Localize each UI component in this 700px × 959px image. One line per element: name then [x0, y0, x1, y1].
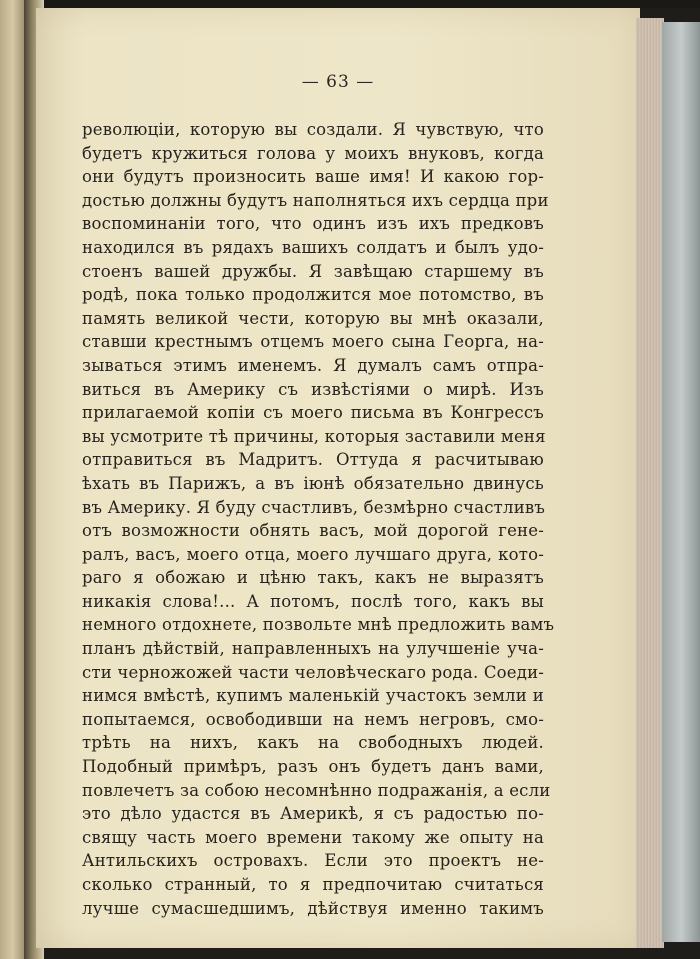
- text-line: Антильскихъ островахъ. Если это проектъ не-: [82, 851, 544, 871]
- text-line: сти черножожей части человѣческаго рода. Соеди-: [82, 662, 545, 682]
- text-line: будетъ кружиться голова у моихъ внуковъ, когда: [82, 143, 544, 163]
- text-line: немного отдохнете, позвольте мнѣ предложить вамъ: [82, 615, 555, 635]
- text-line: ѣхать въ Парижъ, а въ іюнѣ обязательно двинусь: [82, 473, 544, 493]
- page-number: — 63 —: [301, 72, 375, 92]
- text-line: сколько странный, то я предпочитаю считаться: [82, 875, 544, 894]
- page-text: [82, 118, 555, 920]
- text-line: планъ дѣйствій, направленныхъ на улучшеніе уча-: [82, 639, 544, 659]
- text-line: стоенъ вашей дружбы. Я завѣщаю старшему въ: [82, 261, 544, 281]
- text-line: раго я обожаю и цѣню такъ, какъ не выразятъ: [82, 568, 544, 588]
- text-line: зываться этимъ именемъ. Я думалъ самъ отпра-: [82, 355, 544, 375]
- text-line: родѣ, пока только продолжится мое потомство, въ: [82, 285, 544, 305]
- text-line: вы усмотрите тѣ причины, которыя заставили меня: [82, 426, 546, 446]
- text-line: попытаемся, освободивши на немъ негровъ, смо-: [82, 709, 544, 729]
- text-line: ставши крестнымъ отцемъ моего сына Георга, на-: [82, 332, 544, 352]
- text-line: трѣть на нихъ, какъ на свободныхъ людей.: [82, 733, 544, 753]
- text-line: повлечетъ за собою несомнѣнно подражанія, а если: [82, 780, 551, 800]
- text-line: это дѣло удастся въ Америкѣ, я съ радостью по-: [82, 804, 544, 824]
- text-line: свящу часть моего времени такому же опыту на: [82, 827, 544, 847]
- text-line: воспоминаніи того, что одинъ изъ ихъ предковъ: [82, 214, 544, 234]
- text-line: революціи, которую вы создали. Я чувствую, что: [82, 120, 544, 139]
- text-line: они будутъ произносить ваше имя! И какою гор-: [82, 167, 544, 187]
- background-top: [0, 0, 700, 8]
- book-cover-edge: [662, 22, 700, 942]
- page-edges: [636, 18, 664, 948]
- text-line: находился въ рядахъ вашихъ солдатъ и былъ удо-: [82, 237, 544, 257]
- text-line: никакія слова!... А потомъ, послѣ того, какъ вы: [82, 591, 544, 611]
- text-line: прилагаемой копіи съ моего письма въ Конгрессъ: [82, 403, 544, 423]
- text-line: память великой чести, которую вы мнѣ оказали,: [82, 308, 544, 328]
- text-line: Подобный примѣръ, разъ онъ будетъ данъ вами,: [82, 757, 544, 777]
- text-line: виться въ Америку съ извѣстіями о мирѣ. Изъ: [82, 379, 544, 399]
- text-line: отъ возможности обнять васъ, мой дорогой гене-: [82, 521, 544, 541]
- text-line: отправиться въ Мадритъ. Оттуда я расчитываю: [82, 450, 544, 470]
- text-line: нимся вмѣстѣ, купимъ маленькій участокъ земли и: [82, 686, 544, 706]
- text-line: ралъ, васъ, моего отца, моего лучшаго друга, кото-: [82, 544, 544, 564]
- text-line: достью должны будутъ наполняться ихъ сердца при: [82, 190, 549, 210]
- text-line: въ Америку. Я буду счастливъ, безмѣрно счастливъ: [82, 497, 546, 517]
- text-line: лучше сумасшедшимъ, дѣйствуя именно такимъ: [82, 898, 544, 918]
